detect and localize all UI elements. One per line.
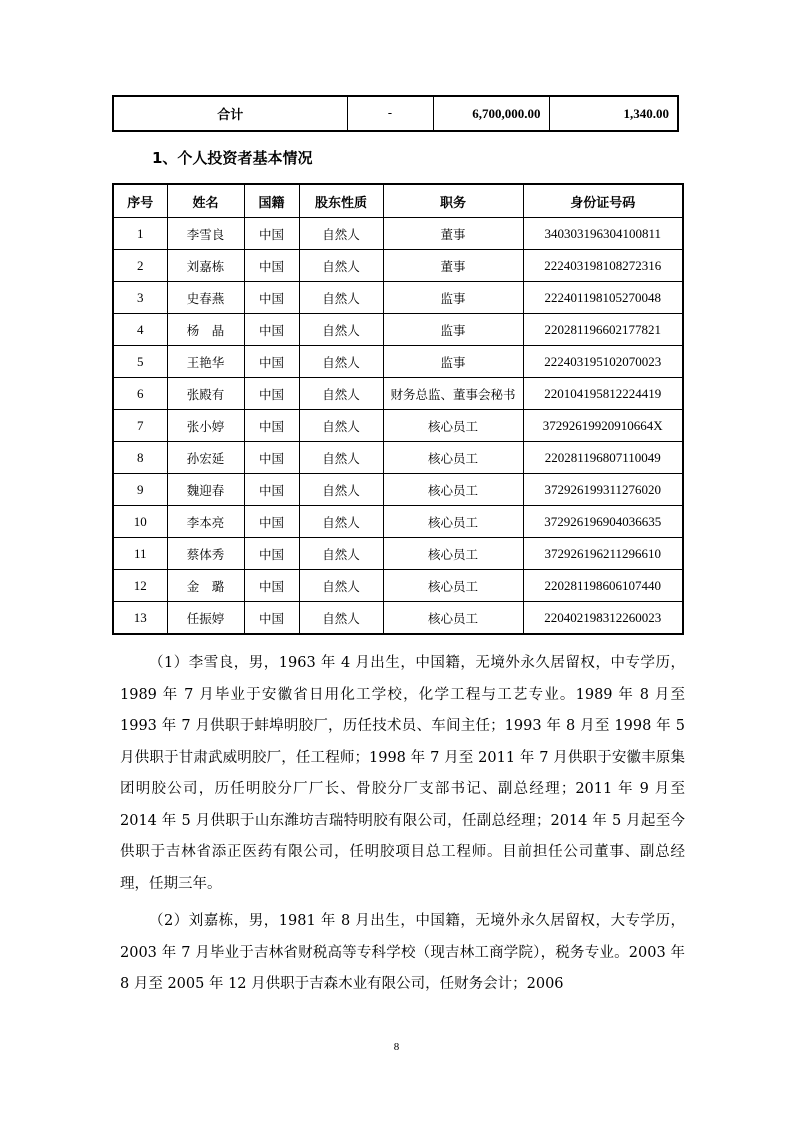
row-id-number: 220281196602177821 bbox=[523, 314, 683, 346]
column-header: 姓名 bbox=[167, 184, 244, 218]
row-id-number: 372926196211296610 bbox=[523, 538, 683, 570]
summary-dash: - bbox=[347, 96, 433, 131]
row-name: 张殿有 bbox=[167, 378, 244, 410]
row-nationality: 中国 bbox=[244, 570, 299, 602]
table-row bbox=[113, 538, 683, 570]
row-shareholder-type: 自然人 bbox=[299, 570, 383, 602]
row-id-number: 220104195812224419 bbox=[523, 378, 683, 410]
row-shareholder-type: 自然人 bbox=[299, 602, 383, 635]
row-name: 李雪良 bbox=[167, 218, 244, 250]
row-id-number: 372926199311276020 bbox=[523, 474, 683, 506]
row-position: 核心员工 bbox=[383, 506, 523, 538]
row-nationality: 中国 bbox=[244, 410, 299, 442]
row-shareholder-type: 自然人 bbox=[299, 282, 383, 314]
row-name: 张小婷 bbox=[167, 410, 244, 442]
row-name: 魏迎春 bbox=[167, 474, 244, 506]
table-row bbox=[113, 250, 683, 282]
table-header-row bbox=[113, 184, 683, 218]
row-position: 核心员工 bbox=[383, 538, 523, 570]
row-position: 董事 bbox=[383, 250, 523, 282]
paragraph-bio-1: （1）李雪良，男，1963 年 4 月出生，中国籍，无境外永久居留权，中专学历，1989 年 7 月毕业于安徽省日用化工学校，化学工程与工艺专业。1989 年 8 月至 1993 年 7 月供职于蚌埠明胶厂，历任技术员、车间主任；1993 年 8 月至 1998 年 5 月供职于甘肃武威明胶厂，任工程师；1998 年 7 月至 2011 年 7 月供职于安徽丰原集团明胶公司，历任明胶分厂厂长、骨胶分厂支部书记、副总经理；2011 年 9 月至 2014 年 5 月供职于山东潍坊吉瑞特明胶有限公司，任副总经理；2014 年 5 月起至今供职于吉林省添正医药有限公司，任明胶项目总工程师。目前担任公司董事、副总经理，任期三年。 bbox=[120, 655, 685, 892]
summary-table bbox=[112, 95, 679, 132]
row-shareholder-type: 自然人 bbox=[299, 314, 383, 346]
row-index: 11 bbox=[113, 538, 167, 570]
row-position: 监事 bbox=[383, 282, 523, 314]
row-name: 李本亮 bbox=[167, 506, 244, 538]
column-header: 职务 bbox=[383, 184, 523, 218]
row-id-number: 37292619920910664X bbox=[523, 410, 683, 442]
row-name: 孙宏延 bbox=[167, 442, 244, 474]
row-index: 4 bbox=[113, 314, 167, 346]
row-name: 金 璐 bbox=[167, 570, 244, 602]
row-id-number: 222403195102070023 bbox=[523, 346, 683, 378]
row-shareholder-type: 自然人 bbox=[299, 410, 383, 442]
table-row bbox=[113, 314, 683, 346]
summary-ratio: 1,340.00 bbox=[549, 96, 678, 131]
row-nationality: 中国 bbox=[244, 346, 299, 378]
row-nationality: 中国 bbox=[244, 282, 299, 314]
row-nationality: 中国 bbox=[244, 602, 299, 635]
row-index: 1 bbox=[113, 218, 167, 250]
row-nationality: 中国 bbox=[244, 218, 299, 250]
row-shareholder-type: 自然人 bbox=[299, 538, 383, 570]
column-header: 身份证号码 bbox=[523, 184, 683, 218]
row-index: 9 bbox=[113, 474, 167, 506]
row-id-number: 222401198105270048 bbox=[523, 282, 683, 314]
table-row bbox=[113, 282, 683, 314]
row-position: 财务总监、董事会秘书 bbox=[383, 378, 523, 410]
row-id-number: 220281196807110049 bbox=[523, 442, 683, 474]
row-shareholder-type: 自然人 bbox=[299, 218, 383, 250]
row-nationality: 中国 bbox=[244, 250, 299, 282]
table-row bbox=[113, 218, 683, 250]
row-id-number: 220281198606107440 bbox=[523, 570, 683, 602]
section-title: 1、个人投资者基本情况 bbox=[152, 149, 313, 167]
column-header: 序号 bbox=[113, 184, 167, 218]
row-nationality: 中国 bbox=[244, 474, 299, 506]
row-shareholder-type: 自然人 bbox=[299, 442, 383, 474]
row-id-number: 372926196904036635 bbox=[523, 506, 683, 538]
row-index: 6 bbox=[113, 378, 167, 410]
table-row bbox=[113, 570, 683, 602]
row-name: 刘嘉栋 bbox=[167, 250, 244, 282]
column-header: 股东性质 bbox=[299, 184, 383, 218]
row-nationality: 中国 bbox=[244, 506, 299, 538]
row-shareholder-type: 自然人 bbox=[299, 378, 383, 410]
row-position: 监事 bbox=[383, 346, 523, 378]
table-row bbox=[113, 346, 683, 378]
row-position: 监事 bbox=[383, 314, 523, 346]
row-position: 核心员工 bbox=[383, 442, 523, 474]
row-id-number: 222403198108272316 bbox=[523, 250, 683, 282]
table-body bbox=[113, 218, 683, 635]
row-name: 任振婷 bbox=[167, 602, 244, 635]
row-shareholder-type: 自然人 bbox=[299, 506, 383, 538]
table-row bbox=[113, 506, 683, 538]
table-row bbox=[113, 378, 683, 410]
table-row bbox=[113, 474, 683, 506]
row-name: 蔡体秀 bbox=[167, 538, 244, 570]
summary-row bbox=[113, 96, 678, 131]
row-name: 史春燕 bbox=[167, 282, 244, 314]
row-position: 董事 bbox=[383, 218, 523, 250]
row-nationality: 中国 bbox=[244, 314, 299, 346]
page-number: 8 bbox=[393, 1041, 400, 1053]
row-id-number: 220402198312260023 bbox=[523, 602, 683, 635]
row-index: 7 bbox=[113, 410, 167, 442]
row-index: 12 bbox=[113, 570, 167, 602]
row-name: 王艳华 bbox=[167, 346, 244, 378]
row-nationality: 中国 bbox=[244, 442, 299, 474]
row-position: 核心员工 bbox=[383, 474, 523, 506]
table-row bbox=[113, 442, 683, 474]
row-index: 10 bbox=[113, 506, 167, 538]
summary-label: 合计 bbox=[113, 96, 347, 131]
row-nationality: 中国 bbox=[244, 538, 299, 570]
row-shareholder-type: 自然人 bbox=[299, 346, 383, 378]
row-shareholder-type: 自然人 bbox=[299, 474, 383, 506]
investor-table bbox=[112, 183, 684, 635]
row-id-number: 340303196304100811 bbox=[523, 218, 683, 250]
summary-amount: 6,700,000.00 bbox=[433, 96, 549, 131]
row-shareholder-type: 自然人 bbox=[299, 250, 383, 282]
row-index: 13 bbox=[113, 602, 167, 635]
table-row bbox=[113, 602, 683, 635]
paragraph-bio-2: （2）刘嘉栋，男，1981 年 8 月出生，中国籍，无境外永久居留权，大专学历，2003 年 7 月毕业于吉林省财税高等专科学校（现吉林工商学院），税务专业。2003 年 8 月至 2005 年 12 月供职于吉森木业有限公司，任财务会计；2006 bbox=[120, 913, 685, 992]
table-row bbox=[113, 410, 683, 442]
row-name: 杨 晶 bbox=[167, 314, 244, 346]
row-position: 核心员工 bbox=[383, 602, 523, 635]
row-index: 5 bbox=[113, 346, 167, 378]
row-nationality: 中国 bbox=[244, 378, 299, 410]
column-header: 国籍 bbox=[244, 184, 299, 218]
row-index: 8 bbox=[113, 442, 167, 474]
row-position: 核心员工 bbox=[383, 410, 523, 442]
row-position: 核心员工 bbox=[383, 570, 523, 602]
row-index: 3 bbox=[113, 282, 167, 314]
row-index: 2 bbox=[113, 250, 167, 282]
